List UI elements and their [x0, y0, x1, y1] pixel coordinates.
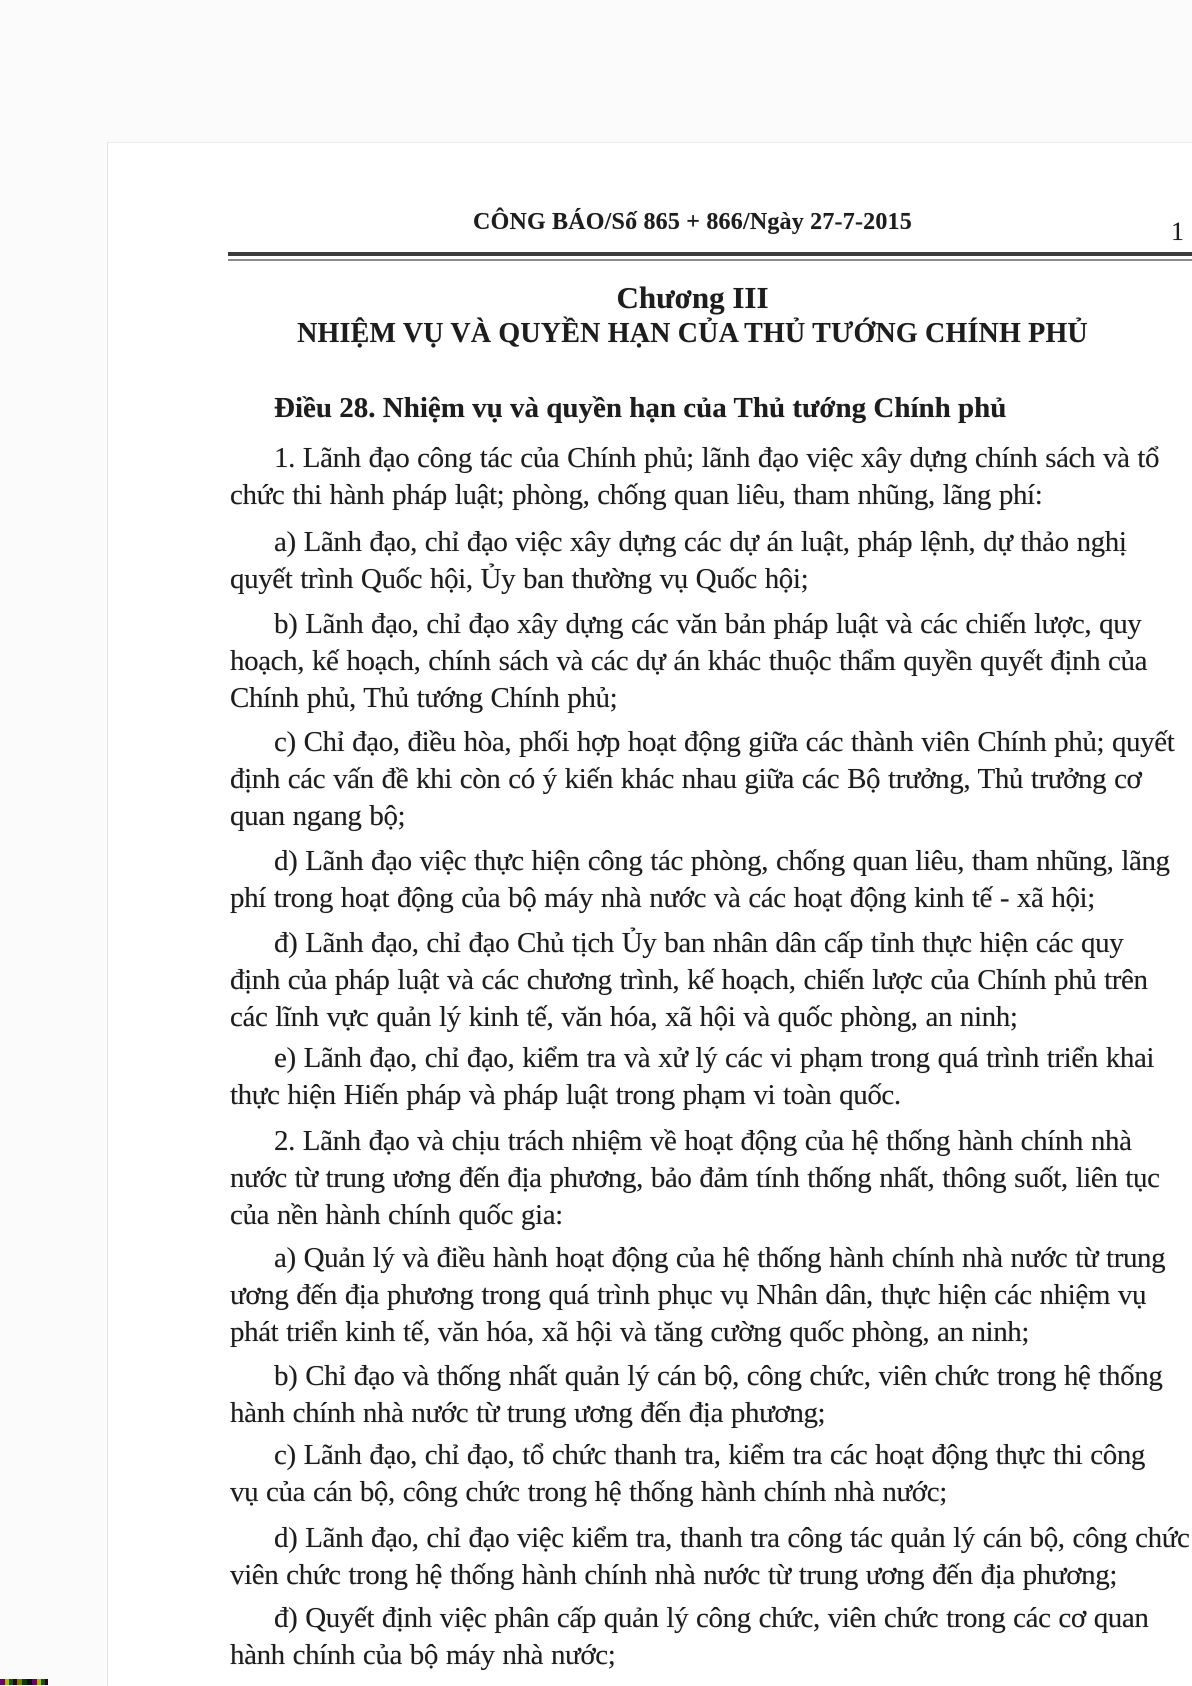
paragraph-2b	[230, 1358, 1162, 1432]
article-heading: Điều 28. Nhiệm vụ và quyền hạn của Thủ tướng Chính phủ	[274, 392, 1007, 424]
text-line: c) Chỉ đạo, điều hòa, phối hợp hoạt động giữa các thành viên Chính phủ; quyết	[274, 726, 1175, 758]
text-line: d) Lãnh đạo việc thực hiện công tác phòng, chống quan liêu, tham nhũng, lãng	[274, 845, 1170, 877]
text-line: phát triển kinh tế, văn hóa, xã hội và tăng cường quốc phòng, an ninh;	[230, 1316, 1030, 1348]
text-line: phí trong hoạt động của bộ máy nhà nước và các hoạt động kinh tế - xã hội;	[230, 882, 1095, 914]
text-line: 1. Lãnh đạo công tác của Chính phủ; lãnh đạo việc xây dựng chính sách và tổ	[274, 442, 1160, 474]
text-line: a) Lãnh đạo, chỉ đạo việc xây dựng các dự án luật, pháp lệnh, dự thảo nghị	[274, 526, 1127, 558]
page-number: 1	[1171, 217, 1184, 246]
text-line: 2. Lãnh đạo và chịu trách nhiệm về hoạt động của hệ thống hành chính nhà	[274, 1125, 1132, 1157]
text-line: ương đến địa phương trong quá trình phục vụ Nhân dân, thực hiện các nhiệm vụ	[230, 1279, 1147, 1311]
text-line: e) Lãnh đạo, chỉ đạo, kiểm tra và xử lý các vi phạm trong quá trình triển khai	[274, 1042, 1155, 1074]
text-line: hoạch, kế hoạch, chính sách và các dự án khác thuộc thẩm quyền quyết định của	[230, 645, 1148, 677]
text-line: đ) Quyết định việc phân cấp quản lý công chức, viên chức trong các cơ quan	[274, 1602, 1149, 1634]
paragraph-2d	[230, 1520, 1189, 1594]
paragraph-2	[230, 1123, 1160, 1234]
text-line: quyết trình Quốc hội, Ủy ban thường vụ Quốc hội;	[230, 563, 809, 595]
text-line: Chính phủ, Thủ tướng Chính phủ;	[230, 682, 618, 714]
text-line: đ) Lãnh đạo, chỉ đạo Chủ tịch Ủy ban nhân dân cấp tỉnh thực hiện các quy	[274, 927, 1124, 959]
text-line: vụ của cán bộ, công chức trong hệ thống hành chính nhà nước;	[230, 1476, 947, 1508]
paragraph-1c	[230, 724, 1174, 835]
scan-artifact	[0, 1679, 48, 1685]
paragraph-2a	[230, 1240, 1165, 1351]
text-line: a) Quản lý và điều hành hoạt động của hệ thống hành chính nhà nước từ trung	[274, 1242, 1166, 1274]
paragraph-1b	[230, 606, 1147, 717]
text-line: b) Lãnh đạo, chỉ đạo xây dựng các văn bản pháp luật và các chiến lược, quy	[274, 608, 1142, 640]
paragraph-2dd	[230, 1600, 1148, 1674]
paragraph-1d	[230, 843, 1170, 917]
header-rule	[228, 252, 1192, 261]
text-line: nước từ trung ương đến địa phương, bảo đảm tính thống nhất, thông suốt, liên tục	[230, 1162, 1160, 1194]
chapter-label: Chương III	[616, 280, 769, 315]
paragraph-1a	[230, 524, 1127, 598]
text-line: hành chính nhà nước từ trung ương đến địa phương;	[230, 1397, 826, 1429]
text-line: thực hiện Hiến pháp và pháp luật trong phạm vi toàn quốc.	[230, 1079, 901, 1111]
chapter-title: NHIỆM VỤ VÀ QUYỀN HẠN CỦA THỦ TƯỚNG CHÍNH PHỦ	[297, 318, 1088, 349]
text-line: b) Chỉ đạo và thống nhất quản lý cán bộ, công chức, viên chức trong hệ thống	[274, 1360, 1163, 1392]
text-line: c) Lãnh đạo, chỉ đạo, tổ chức thanh tra, kiểm tra các hoạt động thực thi công	[274, 1439, 1146, 1471]
text-line: quan ngang bộ;	[230, 800, 406, 832]
text-line: chức thi hành pháp luật; phòng, chống quan liêu, tham nhũng, lãng phí:	[230, 479, 1043, 511]
text-line: d) Lãnh đạo, chỉ đạo việc kiểm tra, thanh tra công tác quản lý cán bộ, công chức	[274, 1522, 1190, 1554]
text-line: của nền hành chính quốc gia:	[230, 1199, 563, 1231]
text-line: viên chức trong hệ thống hành chính nhà nước từ trung ương đến địa phương;	[230, 1559, 1117, 1591]
text-line: các lĩnh vực quản lý kinh tế, văn hóa, xã hội và quốc phòng, an ninh;	[230, 1001, 1018, 1033]
gazette-header-title: CÔNG BÁO/Số 865 + 866/Ngày 27-7-2015	[473, 209, 912, 235]
paragraph-1	[230, 440, 1159, 514]
paragraph-2c	[230, 1437, 1145, 1511]
text-line: định của pháp luật và các chương trình, kế hoạch, chiến lược của Chính phủ trên	[230, 964, 1148, 996]
text-line: định các vấn đề khi còn có ý kiến khác nhau giữa các Bộ trưởng, Thủ trưởng cơ	[230, 763, 1142, 795]
paragraph-1dd	[230, 925, 1148, 1036]
text-line: hành chính của bộ máy nhà nước;	[230, 1639, 616, 1671]
paragraph-1e	[230, 1040, 1154, 1114]
